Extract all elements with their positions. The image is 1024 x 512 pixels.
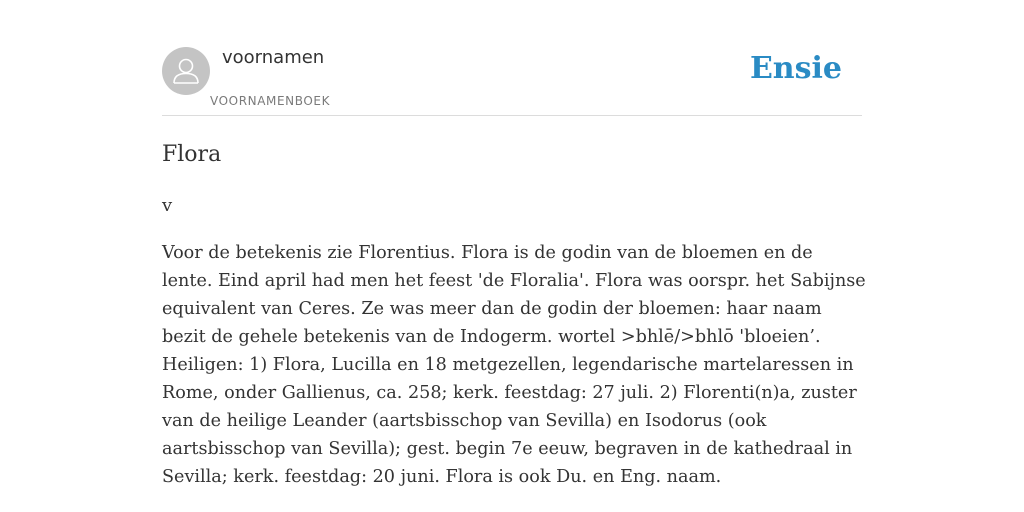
page-title: Flora	[162, 142, 222, 167]
author-name-link[interactable]: voornamen	[222, 47, 325, 68]
header	[162, 0, 862, 116]
book-name-link[interactable]: VOORNAMENBOEK	[210, 94, 331, 108]
user-icon	[162, 47, 210, 95]
definition-text: Voor de betekenis zie Florentius. Flora is de godin van de bloemen en de lente. Eind april had men het feest 'de Floralia'. Flora was oorspr. het Sabijnse equivalent van Ceres. Ze was meer dan de godin der bloemen: haar naam bezit de gehele betekenis van de Indogerm. wortel >bhlē/>bhlō 'bloeien’. Heiligen: 1) Flora, Lucilla en 18 metgezellen, legendarische martelaressen in Rome, onder Gallienus, ca. 258; kerk. feestdag: 27 juli. 2) Florenti(n)a, zuster van de heilige Leander (aartsbisschop van Sevilla) en Isodorus (ook aartsbisschop van Sevilla); gest. begin 7e eeuw, begraven in de kathedraal in Sevilla; kerk. feestdag: 20 juni. Flora is ook Du. en Eng. naam.	[162, 243, 866, 487]
ensie-logo[interactable]: Ensie	[749, 51, 842, 86]
content-container	[162, 0, 866, 487]
gender-label: v	[162, 195, 173, 216]
avatar[interactable]	[162, 47, 210, 95]
